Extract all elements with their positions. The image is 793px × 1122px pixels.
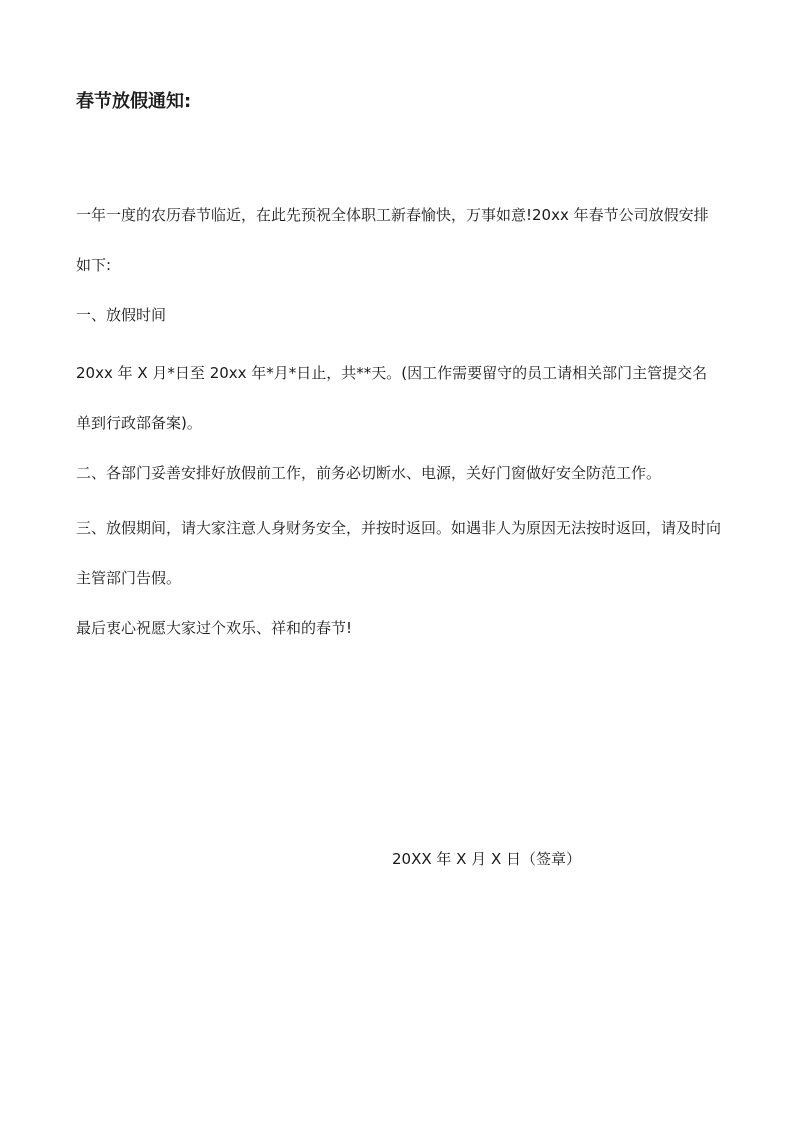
pre-holiday-work-paragraph: 二、各部门妥善安排好放假前工作，前务必切断水、电源，关好门窗做好安全防范工作。 — [76, 464, 662, 482]
closing-wishes-paragraph: 最后衷心祝愿大家过个欢乐、祥和的春节! — [76, 619, 353, 637]
holiday-dates-paragraph: 20xx 年 X 月*日至 20xx 年*月*日止，共**天。(因工作需要留守的员工请相关部门主管提交名单到行政部备案)。 — [76, 364, 708, 432]
signature-date: 20XX 年 X 月 X 日（签章） — [392, 850, 582, 868]
safety-paragraph: 三、放假期间，请大家注意人身财务安全，并按时返回。如遇非人为原因无法按时返回，请及时向主管部门告假。 — [76, 519, 722, 587]
section-heading-holiday-time: 一、放假时间 — [76, 306, 167, 324]
intro-paragraph: 一年一度的农历春节临近，在此先预祝全体职工新春愉快，万事如意!20xx 年春节公司放假安排如下: — [76, 206, 709, 274]
notice-title: 春节放假通知: — [76, 91, 192, 112]
